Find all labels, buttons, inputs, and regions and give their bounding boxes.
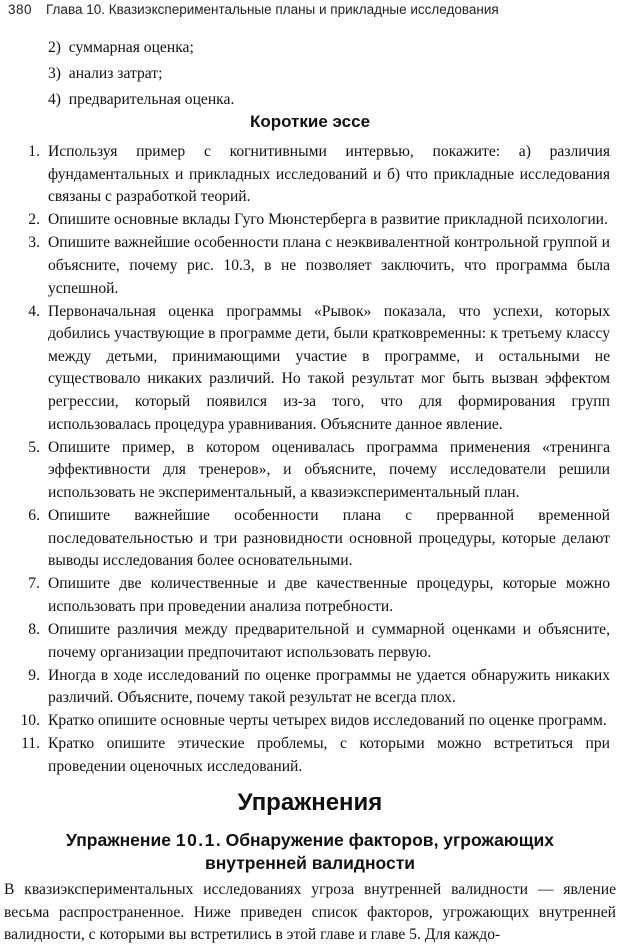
question-item: 2. Опишите основные вклады Гуго Мюнстерберга в развитие прикладной психологии.: [28, 211, 608, 229]
exercise-title: Упражнение 10.1. Обнаружение факторов, угрожающих внутренней валидности: [65, 830, 555, 873]
list-item: 3) анализ затрат;: [48, 65, 163, 83]
question-item: 6. Опишите важнейшие особенности плана с прерванной временной последовательностью и три разновидности основной процедуры, которые делают выводы исследования более основательными.: [28, 507, 610, 570]
question-item: 5. Опишите пример, в котором оценивалась программа применения «тренинга эффективности для тренеров», и объясните, почему исследователи решили использовать не экспериментальный, а квазиэкспериментальный план.: [28, 438, 610, 501]
intro-paragraph: В квазиэкспериментальных исследованиях угроза внутренней валидности — явление весьма распространенное. Ниже приведен список факторов, угрожающих внутренней валидности, с которыми вы встретились в этой главе и главе 5. Для каждо-: [4, 881, 616, 944]
running-title: Глава 10. Квазиэкспериментальные планы и прикладные исследования: [46, 2, 499, 17]
question-item: 1. Используя пример с когнитивными интервью, покажите: а) различия фундаментальных и прикладных исследований и б) что прикладные исследования связаны с разработкой теорий.: [28, 143, 610, 206]
question-item: 7. Опишите две количественные и две качественные процедуры, которые можно использовать при проведении анализа потребности.: [28, 575, 610, 615]
question-item: 11. Кратко опишите этические проблемы, с которыми можно встретиться при проведении оценочных исследований.: [21, 735, 610, 776]
question-item: 9. Иногда в ходе исследований по оценке программы не удается обнаружить никаких различий. Объясните, почему такой результат не всегда плох.: [28, 666, 610, 707]
exercises-heading: Упражнения: [237, 789, 383, 816]
list-item: 2) суммарная оценка;: [48, 39, 194, 56]
evaluation-types-list: [48, 37, 608, 116]
running-header: [8, 2, 616, 22]
page-number: 380: [8, 2, 33, 17]
question-item: 4. Первоначальная оценка программы «Рывок» показала, что успехи, которых добились участвующие в программе дети, были кратковременны: к третьему классу между детьми, принимающими участие в программе, и остальными не существовало никаких различий. Но такой результат мог быть вызван эффектом регрессии, который появился из-за того, что для формирования групп использовалась процедура уравнивания. Объясните данное явление.: [28, 302, 610, 433]
question-item: 10. Кратко опишите основные черты четырех видов исследований по оценке программ.: [20, 712, 607, 730]
question-item: 8. Опишите различия между предварительной и суммарной оценками и объясните, почему организации предпочитают использовать первую.: [28, 620, 610, 661]
essays-heading: Короткие эссе: [249, 112, 371, 131]
list-item: 4) предварительная оценка.: [48, 91, 235, 109]
essay-questions-list: [10, 141, 610, 779]
question-item: 3. Опишите важнейшие особенности плана с неэквивалентной контрольной группой и объясните, почему рис. 10.3, в не позволяет заключить, что программа была успешной.: [28, 234, 610, 297]
